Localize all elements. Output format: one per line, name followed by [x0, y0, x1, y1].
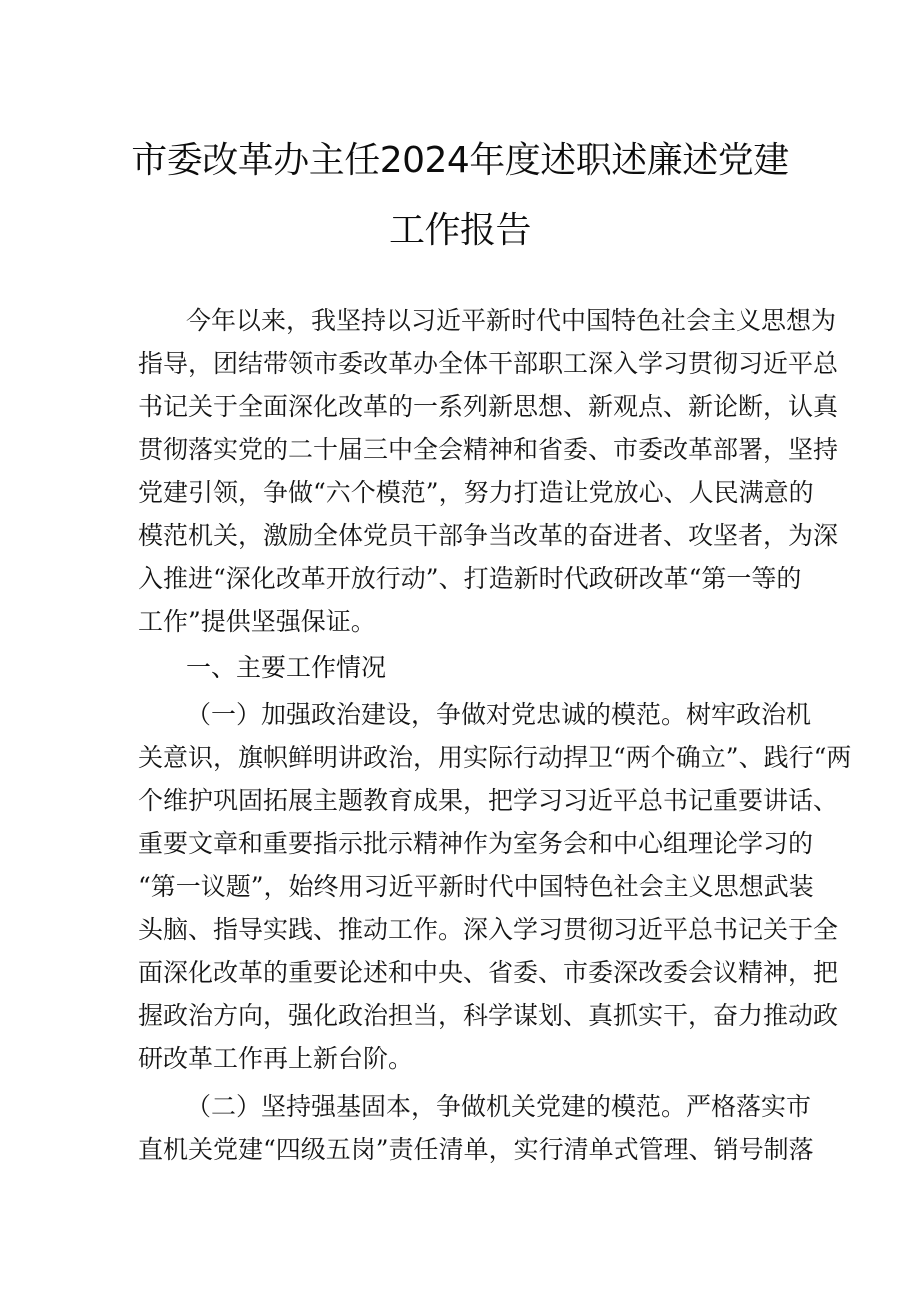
subsection-1-line: 面深化改革的重要论述和中央、省委、市委深改委会议精神，把 [138, 958, 839, 987]
paragraph-1-line: 入推进“深化改革开放行动”、打造新时代政研改革“第一等的 [138, 564, 802, 593]
paragraph-1-line: 贯彻落实党的二十届三中全会精神和省委、市委改革部署，坚持 [138, 435, 839, 464]
subsection-1-line: 重要文章和重要指示批示精神作为室务会和中心组理论学习的 [138, 829, 814, 858]
subsection-1-line: 握政治方向，强化政治担当，科学谋划、真抓实干，奋力推动政 [138, 1001, 839, 1030]
subsection-1-line: 研改革工作再上新台阶。 [138, 1044, 414, 1073]
paragraph-1-line: 今年以来，我坚持以习近平新时代中国特色社会主义思想为 [186, 306, 837, 335]
document-title-line-2: 工作报告 [388, 210, 531, 251]
subsection-1-line: 关意识，旗帜鲜明讲政治，用实际行动捍卫“两个确立”、践行“两 [138, 743, 852, 772]
section-heading: 一、主要工作情况 [186, 653, 387, 682]
subsection-2-line: （二）坚持强基固本，争做机关党建的模范。严格落实市 [186, 1092, 812, 1121]
paragraph-1-line: 模范机关，激励全体党员干部争当改革的奋进者、攻坚者，为深 [138, 521, 839, 550]
paragraph-1-line: 指导，团结带领市委改革办全体干部职工深入学习贯彻习近平总 [138, 349, 839, 378]
paragraph-1-line: 工作”提供坚强保证。 [138, 607, 376, 636]
subsection-1-line: “第一议题”，始终用习近平新时代中国特色社会主义思想武装 [138, 872, 814, 901]
subsection-1-line: （一）加强政治建设，争做对党忠诚的模范。树牢政治机 [186, 700, 812, 729]
subsection-2-line: 直机关党建“四级五岗”责任清单，实行清单式管理、销号制落 [138, 1135, 814, 1164]
paragraph-1-line: 党建引领，争做“六个模范”，努力打造让党放心、人民满意的 [138, 478, 814, 507]
paragraph-1-line: 书记关于全面深化改革的一系列新思想、新观点、新论断，认真 [138, 392, 839, 421]
subsection-1-line: 头脑、指导实践、推动工作。深入学习贯彻习近平总书记关于全 [138, 915, 839, 944]
subsection-1-line: 个维护巩固拓展主题教育成果，把学习习近平总书记重要讲话、 [138, 786, 839, 815]
document-title-line-1: 市委改革办主任2024年度述职述廉述党建 [131, 140, 789, 181]
